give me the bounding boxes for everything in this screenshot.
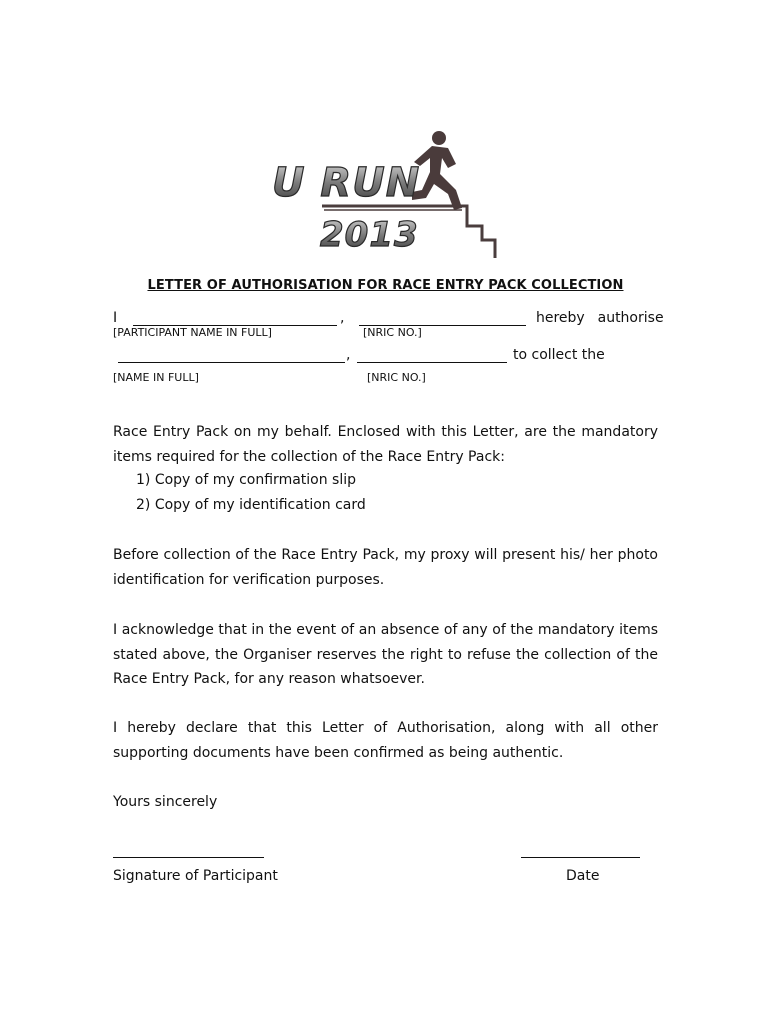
- list-item-confirmation-slip: 1) Copy of my confirmation slip: [136, 472, 357, 488]
- label-nric-1: [NRIC NO.]: [363, 326, 422, 339]
- line1-prefix: I: [113, 310, 118, 326]
- proxy-name-field[interactable]: [118, 362, 345, 363]
- proxy-nric-field[interactable]: [357, 362, 507, 363]
- logo-year-text: 2013: [320, 215, 419, 255]
- paragraph-proxy-identification: Before collection of the Race Entry Pack, my proxy will present his/ her photo identification for verification purposes.: [113, 547, 658, 588]
- line2-comma: ,: [346, 347, 351, 363]
- closing-text: Yours sincerely: [113, 794, 218, 810]
- paragraph-enclosed-items: Race Entry Pack on my behalf. Enclosed with this Letter, are the mandatory items required for the collection of the Race Entry Pack:: [113, 424, 658, 465]
- list-item-identification-card: 2) Copy of my identification card: [136, 497, 366, 513]
- label-name-full: [NAME IN FULL]: [113, 371, 199, 384]
- paragraph-acknowledgement: I acknowledge that in the event of an absence of any of the mandatory items stated above, the Organiser reserves the right to refuse the collection of the Race Entry Pack, for any reason whatsoever.: [113, 622, 658, 687]
- line2-suffix: to collect the: [513, 347, 605, 363]
- letter-title: LETTER OF AUTHORISATION FOR RACE ENTRY PACK COLLECTION: [147, 278, 624, 293]
- date-field[interactable]: [521, 857, 640, 858]
- date-label: Date: [566, 868, 600, 884]
- label-participant-name: [PARTICIPANT NAME IN FULL]: [113, 326, 272, 339]
- logo-brand-text: U RUN: [272, 160, 421, 206]
- participant-signature-field[interactable]: [113, 857, 264, 858]
- label-nric-2: [NRIC NO.]: [367, 371, 426, 384]
- urun-2013-logo: [262, 128, 502, 264]
- line1-suffix: hereby authorise: [536, 310, 664, 326]
- signature-participant-label: Signature of Participant: [113, 868, 278, 884]
- line1-comma: ,: [340, 310, 345, 326]
- paragraph-declaration: I hereby declare that this Letter of Authorisation, along with all other supporting documents have been confirmed as being authentic.: [113, 720, 658, 761]
